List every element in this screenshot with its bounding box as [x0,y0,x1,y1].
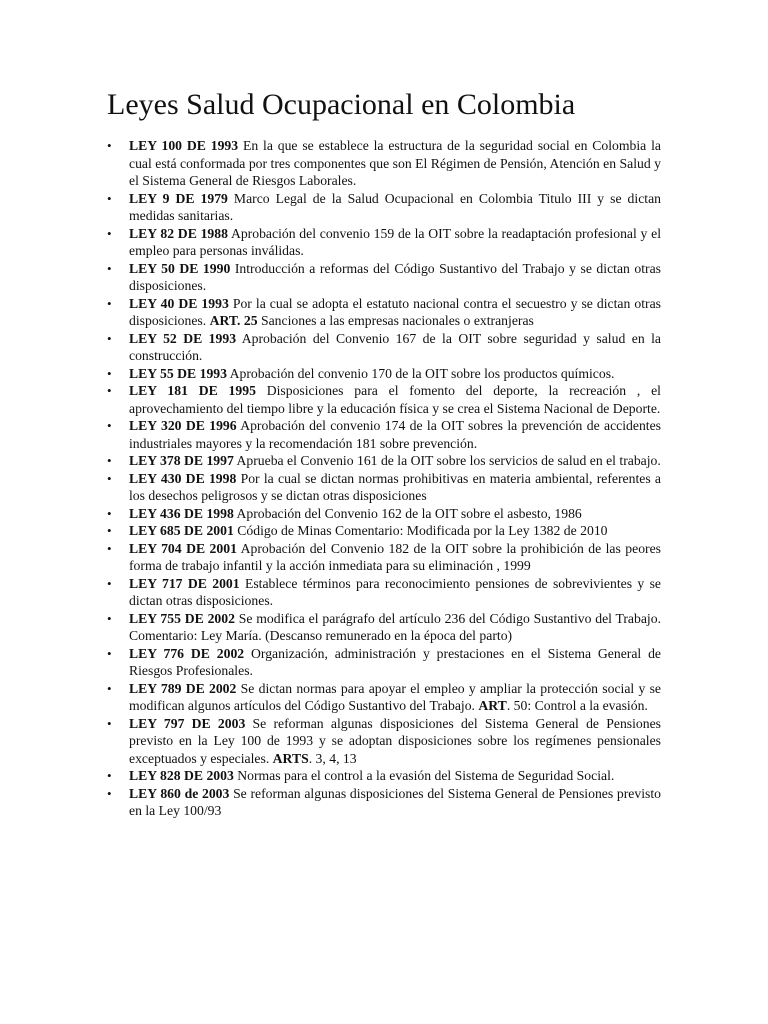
law-description: Aprobación del convenio 159 de la OIT sobre la readaptación profesional y el empleo para personas inválidas. [129,225,661,258]
law-reference: LEY 776 DE 2002 [129,645,245,661]
bullet-icon: • [107,365,112,381]
law-list-item [107,137,661,190]
law-description: . 3, 4, 13 [308,750,357,766]
law-reference: LEY 82 DE 1988 [129,225,228,241]
bullet-icon: • [107,295,112,311]
law-reference: LEY 181 DE 1995 [129,383,256,398]
law-description: Introducción a reformas del Código Sustantivo del Trabajo y se dictan otras disposiciones. [129,260,662,293]
law-description: Aprobación del convenio 170 de la OIT sobre los productos químicos. [226,365,615,381]
law-reference: LEY 828 DE 2003 [129,768,234,783]
bullet-icon: • [107,330,112,346]
law-reference: ART. 25 [209,313,258,328]
law-list-item [107,767,661,785]
law-description: Marco Legal de la Salud Ocupacional en Colombia Titulo III y se dictan medidas sanitarias. [129,190,661,223]
law-list-item [107,417,661,452]
law-description: Se reforman algunas disposiciones del Sistema General de Pensiones previsto en la Ley 100/93 [129,785,661,818]
law-list-item [107,330,661,365]
law-list-item [107,295,661,330]
bullet-icon: • [107,260,112,276]
law-reference: LEY 320 DE 1996 [129,418,237,433]
law-description: Por la cual se dictan normas prohibitivas en materia ambiental, referentes a los desechos peligrosos y se dictan otras disposiciones [129,470,661,503]
law-reference: LEY 436 DE 1998 [129,505,234,521]
bullet-icon: • [107,680,112,696]
law-reference: LEY 40 DE 1993 [129,295,229,311]
bullet-icon: • [107,785,112,801]
law-reference: LEY 378 DE 1997 [129,453,234,468]
law-reference: LEY 704 DE 2001 [129,540,237,556]
law-description: Se dictan normas para apoyar el empleo y ampliar la protección social y se modifican algunos artículos del Código Sustantivo del Trabajo. [129,680,661,713]
law-list-item [107,715,662,768]
law-description: Aprobación del Convenio 162 de la OIT sobre el asbesto, 1986 [233,505,582,521]
law-description: Establece términos para reconocimiento pensiones de sobrevivientes y se dictan otras disposiciones. [129,575,661,608]
law-description: . 50: Control a la evasión. [506,698,648,713]
law-description: Se reforman algunas disposiciones del Sistema General de Pensiones previsto en la Ley 100 de 1993 y se adoptan disposiciones sobre los regímenes pensionales exceptuados y especiales. [129,715,662,766]
law-reference: LEY 797 DE 2003 [129,715,246,731]
bullet-icon: • [107,768,112,783]
bullet-icon: • [107,610,112,626]
law-list-item [107,470,661,505]
bullet-icon: • [107,715,112,731]
law-list-item [107,505,661,523]
law-list-item [107,575,661,610]
bullet-icon: • [107,505,112,521]
law-reference: ARTS [272,750,309,766]
bullet-icon: • [107,418,112,433]
law-list-item [107,382,661,417]
law-list-item [107,645,661,680]
bullet-icon: • [107,575,112,591]
bullet-icon: • [107,540,112,556]
law-description: Aprobación del Convenio 167 de la OIT sobre seguridad y salud en la construcción. [129,330,661,363]
bullet-icon: • [107,470,112,486]
law-reference: LEY 9 DE 1979 [129,190,228,206]
law-list [107,137,662,820]
bullet-icon: • [107,523,112,538]
law-reference: LEY 717 DE 2001 [129,575,240,591]
page-title: Leyes Salud Ocupacional en Colombia [107,88,576,121]
law-reference: LEY 52 DE 1993 [129,330,237,346]
law-list-item [107,452,661,470]
law-list-item [107,260,662,295]
bullet-icon: • [107,383,112,398]
law-description: Organización, administración y prestaciones en el Sistema General de Riesgos Profesionales. [129,645,661,678]
law-description: Se modifica el parágrafo del artículo 236 del Código Sustantivo del Trabajo. Comentario: Ley María. (Descanso remunerado en la época del parto) [129,610,661,643]
bullet-icon: • [107,453,112,468]
law-list-item [107,225,661,260]
law-list-item [107,785,661,820]
bullet-icon: • [107,645,112,661]
law-description: En la que se establece la estructura de la seguridad social en Colombia la cual está conformada por tres componentes que son El Régimen de Pensión, Atención en Salud y el Sistema General de Riesgos Laborales. [129,138,661,188]
law-description: Aprobación del convenio 174 de la OIT sobres la prevención de accidentes industriales mayores y la recomendación 181 sobre prevención. [129,418,661,451]
law-list-item [107,522,661,540]
law-reference: LEY 55 DE 1993 [129,365,227,381]
law-reference: LEY 100 DE 1993 [129,138,239,153]
law-list-item [107,190,661,225]
law-description: Normas para el control a la evasión del Sistema de Seguridad Social. [233,768,615,783]
law-description: Aprueba el Convenio 161 de la OIT sobre los servicios de salud en el trabajo. [233,453,661,468]
law-reference: LEY 50 DE 1990 [129,260,231,276]
bullet-icon: • [107,190,112,206]
law-reference: LEY 789 DE 2002 [129,680,237,696]
law-reference: ART [478,698,507,713]
bullet-icon: • [107,138,112,153]
law-description: Sanciones a las empresas nacionales o extranjeras [257,313,534,328]
bullet-icon: • [107,225,112,241]
law-reference: LEY 860 de 2003 [129,785,230,801]
law-list-item [107,540,661,575]
law-reference: LEY 685 DE 2001 [129,523,234,538]
law-description: Aprobación del Convenio 182 de la OIT sobre la prohibición de las peores forma de trabajo infantil y la acción inmediata para su eliminación , 1999 [129,540,661,573]
law-description: Código de Minas Comentario: Modificada por la Ley 1382 de 2010 [233,523,608,538]
law-list-item [107,365,661,383]
law-list-item [107,680,661,715]
law-reference: LEY 755 DE 2002 [129,610,235,626]
law-list-item [107,610,661,645]
law-description: Por la cual se adopta el estatuto nacional contra el secuestro y se dictan otras disposiciones. [129,295,661,328]
law-reference: LEY 430 DE 1998 [129,470,237,486]
law-description: Disposiciones para el fomento del deporte, la recreación , el aprovechamiento del tiempo libre y la educación física y se crea el Sistema Nacional de Deporte. [129,383,661,416]
